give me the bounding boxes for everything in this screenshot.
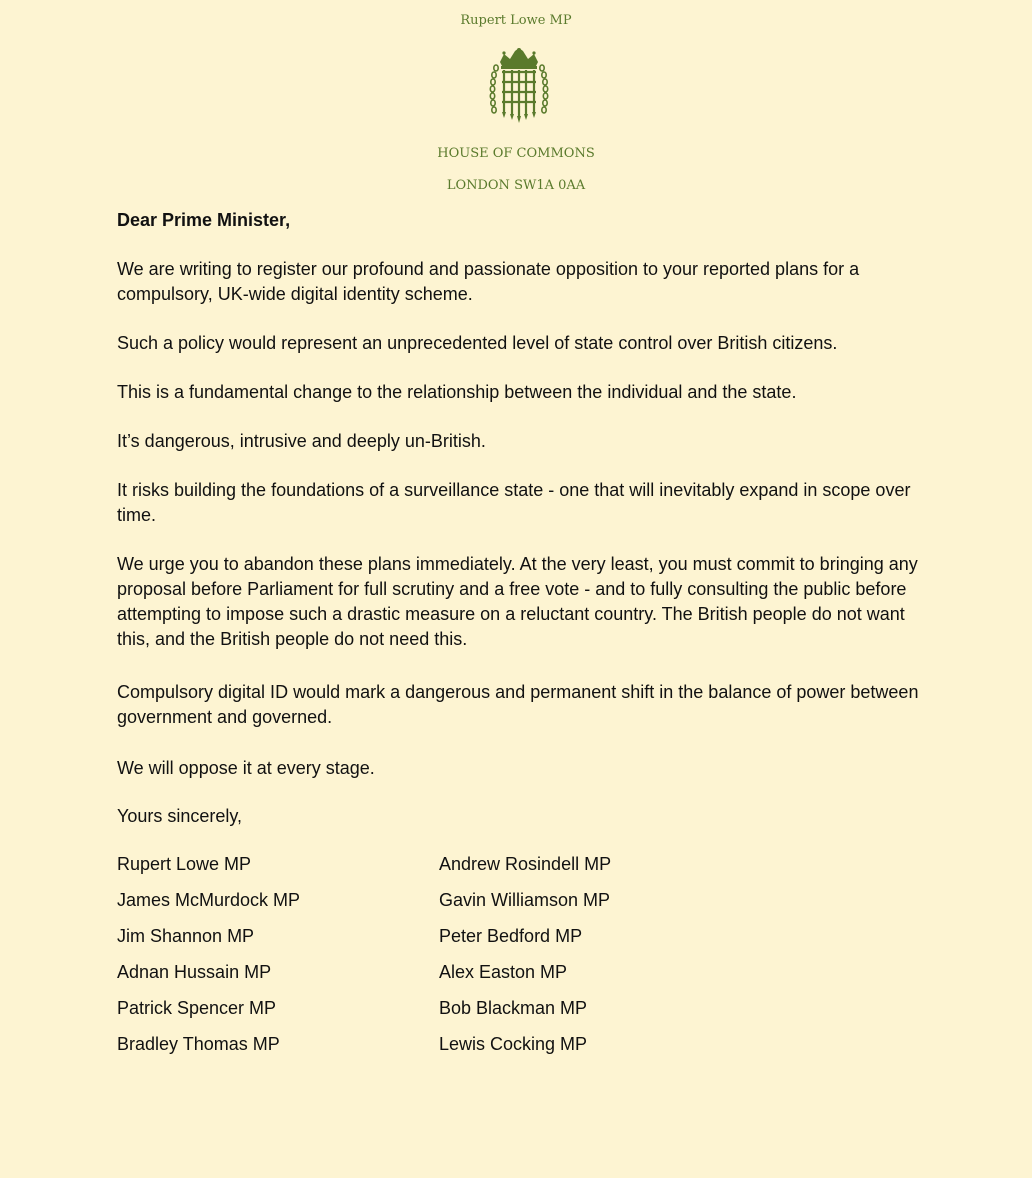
letter-paragraph: It risks building the foundations of a surveillance state - one that will inevitably expand in scope over time. — [117, 480, 911, 525]
signatory-name: Andrew Rosindell MP — [439, 854, 612, 874]
letterhead-sender: Rupert Lowe MP — [460, 13, 572, 28]
letter-paragraph: We are writing to register our profound and passionate opposition to your reported plans for a compulsory, UK-wide digital identity scheme. — [117, 259, 860, 304]
letter-paragraph: We will oppose it at every stage. — [117, 758, 375, 778]
signatory-name: Peter Bedford MP — [439, 926, 583, 946]
signatory-name: Bradley Thomas MP — [117, 1034, 280, 1054]
signatory-name: Bob Blackman MP — [439, 998, 588, 1018]
closing: Yours sincerely, — [117, 806, 243, 826]
signatory-name: Lewis Cocking MP — [439, 1034, 588, 1054]
signatory-name: James McMurdock MP — [117, 890, 301, 910]
letter-paragraph: We urge you to abandon these plans immediately. At the very least, you must commit to bringing any proposal before Parliament for full scrutiny and a free vote - and to fully consulting the public before attempting to impose such a drastic measure on a reluctant country. The British people do not want this, and the British people do not need this. — [117, 554, 918, 649]
signatory-name: Jim Shannon MP — [117, 926, 255, 946]
letterhead-institution: HOUSE OF COMMONS — [437, 146, 595, 161]
signatory-name: Adnan Hussain MP — [117, 962, 272, 982]
letter-paragraph: This is a fundamental change to the relationship between the individual and the state. — [117, 382, 797, 402]
letterhead-address: LONDON SW1A 0AA — [446, 178, 586, 193]
letter-paragraph: Such a policy would represent an unprecedented level of state control over British citizens. — [117, 333, 838, 353]
letter-paragraph: Compulsory digital ID would mark a dangerous and permanent shift in the balance of power between government and governed. — [117, 682, 919, 727]
signatory-name: Gavin Williamson MP — [439, 890, 611, 910]
signatory-name: Patrick Spencer MP — [117, 998, 277, 1018]
letter-paragraph: It’s dangerous, intrusive and deeply un-British. — [117, 431, 486, 451]
salutation: Dear Prime Minister, — [117, 210, 291, 230]
portcullis-icon — [488, 48, 550, 124]
signatory-name: Alex Easton MP — [439, 962, 568, 982]
signatory-name: Rupert Lowe MP — [117, 854, 252, 874]
